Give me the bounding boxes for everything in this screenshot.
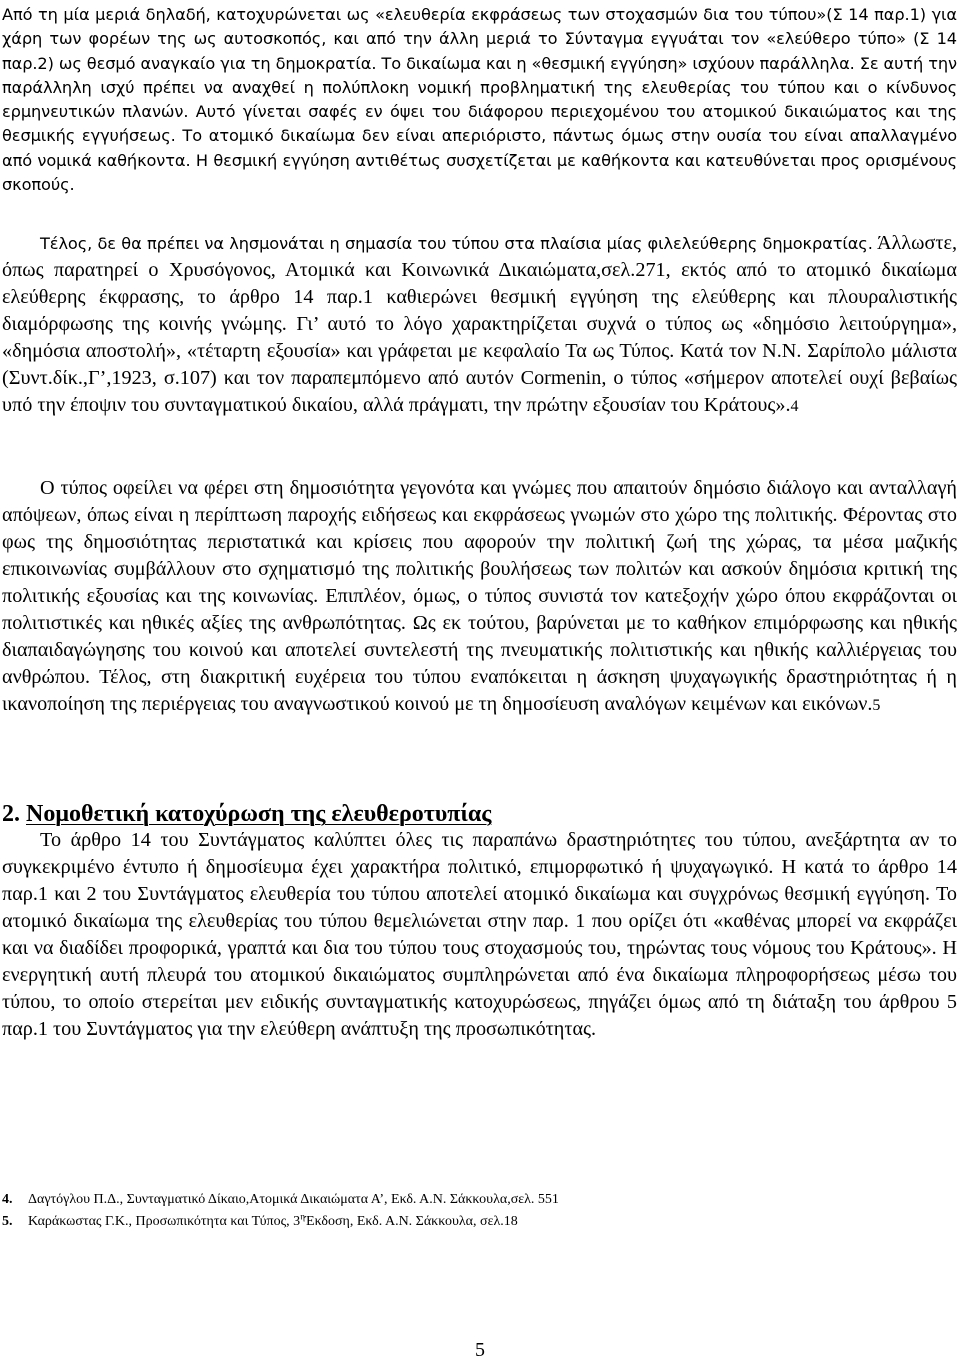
footnote-4 xyxy=(2,1189,957,1211)
footnote-ref-5: 5 xyxy=(872,696,881,714)
section-number: 2. xyxy=(2,801,20,827)
footnotes xyxy=(2,1189,957,1233)
footnote-superscript: η xyxy=(300,1211,305,1222)
section-title: Νομοθετική κατοχύρωση της ελευθεροτυπίας xyxy=(26,801,492,827)
paragraph-4: Το άρθρο 14 του Συντάγματος καλύπτει όλες τις παραπάνω δραστηριότητες του τύπου, ανεξάρτητα αν το συγκεκριμένο έντυπο ή δημοσίευμα έχει χαρακτήρα πολιτικό, επιμορφωτικό ή ψυχαγωγικό. Η κατά το άρθρο 14 παρ.1 και 2 του Συντάγματος ελευθερία του τύπου αποτελεί ατομικό δικαίωμα και συγχρόνως θεσμική εγγύηση. Το ατομικό δικαίωμα της ελευθερίας του τύπου θεμελιώνεται στην παρ. 1 που ορίζει ότι «καθένας μπορεί να εκφράζει και να διαδίδει προφορικά, γραπτά και δια του τύπου τους στοχασμούς του, τηρώντας τους νόμους του Κράτους». Η ενεργητική αυτή πλευρά του ατομικού δικαιώματος συμπληρώνεται από ένα δικαίωμα πληροφορήσεως μέσω του τύπου, το οποίο στερείται μεν ειδικής συνταγματικής κατοχυρώσεως, πηγάζει όμως από τη διάταξη του άρθρου 5 παρ.1 του Συντάγματος για την ελεύθερη ανάπτυξη της προσωπικότητας. xyxy=(2,829,957,1040)
footnote-text-end: Έκδοση, Εκδ. Α.Ν. Σάκκουλα, σελ.18 xyxy=(304,1214,518,1229)
page-number: 5 xyxy=(475,1339,485,1361)
footnote-5 xyxy=(2,1211,957,1233)
footnote-text: Καράκωστας Γ.Κ., Προσωπικότητα και Τύπος, 3 xyxy=(28,1214,301,1229)
paragraph-2-serif-text: Άλλωστε, όπως παρατηρεί ο Χρυσόγονος, Ατομικά και Κοινωνικά Δικαιώματα,σελ.271, εκτός από το ατομικό δικαίωμα ελεύθερης έκφρασης, το άρθρο 14 παρ.1 καθιερώνει θεσμική εγγύηση της ελεύθερης και πλουραλιστικής διαμόρφωσης της κοινής γνώμης. Γι’ αυτό το λόγο χαρακτηρίζεται συχνά ο τύπος ως «δημόσιο λειτούργημα», «δημόσια αποστολή», «τέταρτη εξουσία» και γράφεται με κεφαλαίο Τα ως Τύπος. Κατά τον Ν.Ν. Σαρίπολο μάλιστα (Συντ.δίκ.,Γ’,1923, σ.107) και τον παραπεμπόμενο από αυτόν Cormenin, ο τύπος «σήμερον αποτελεί ουχί βεβαίως υπό την έποψιν του συνταγματικού δικαίου, αλλά πράγματι, την πρώτην εξουσίαν του Κράτους». xyxy=(2,232,957,416)
footnote-ref-4: 4 xyxy=(790,397,799,415)
section-heading xyxy=(2,799,491,829)
paragraph-2 xyxy=(2,230,957,421)
footnote-text: Δαγτόγλου Π.Δ., Συνταγματικό Δίκαιο,Ατομικά Δικαιώματα Α’, Εκδ. Α.Ν. Σάκκουλα,σελ. 551 xyxy=(28,1192,559,1207)
paragraph-3 xyxy=(2,475,957,720)
paragraph-2-sans-text: Τέλος, δε θα πρέπει να λησμονάται η σημασία του τύπου στα πλαίσια μίας φιλελεύθερης δημοκρατίας. xyxy=(40,234,873,253)
footnote-number: 4. xyxy=(2,1192,13,1207)
paragraph-3-text: Ο τύπος οφείλει να φέρει στη δημοσιότητα γεγονότα και γνώμες που απαιτούν δημόσιο διάλογο και ανταλλαγή απόψεων, όπως είναι η περίπτωση παροχής ειδήσεως και εκφράσεως γνωμών στο χώρο της πολιτικής. Φέροντας στο φως της δημοσιότητας περιστατικά και κρίσεις που αφορούν την πολιτική ζωή της χώρας, τα μέσα μαζικής επικοινωνίας συμβάλλουν στο σχηματισμό της πολιτικής βουλήσεως των πολιτών και ασκούν δημόσια κριτική της πολιτικής εξουσίας και της κοινωνίας. Επιπλέον, όμως, ο τύπος συνιστά τον κατεξοχήν χώρο όπου εκφράζονται οι πολιτιστικές και ηθικές αξίες της ανθρωπότητας. Ως εκ τούτου, βαρύνεται με το καθήκον επιμόρφωσης και ηθικής διαπαιδαγώγησης του κοινού και αποτελεί συντελεστή της πνευματικής πολιτιστικής και ηθικής καλλιέργειας του ανθρώπου. Τέλος, στη διακριτική ευχέρεια του τύπου εναπόκειται η άσκηση ψυχαγωγικής δραστηριότητας ή η ικανοποίηση της περιέργειας του αναγνωστικού κοινού με τη δημοσίευση αναλόγων κειμένων και εικόνων. xyxy=(2,477,957,715)
paragraph-1: Από τη μία μεριά δηλαδή, κατοχυρώνεται ως «ελευθερία εκφράσεως των στοχασμών δια του τύπου»(Σ 14 παρ.1) για χάρη των φορέων της ως αυτοσκοπός, και από την άλλη μεριά το Σύνταγμα εγγυάται τον «ελεύθερο τύπο» (Σ 14 παρ.2) ως θεσμό αναγκαίο για τη δημοκρατία. Το δικαίωμα και η «θεσμική εγγύηση» ισχύουν παράλληλα. Σε αυτή την παράλληλη ισχύ πρέπει να αναχθεί η πολύπλοκη νομική προβληματική της ελευθερίας του τύπου και ο κίνδυνος ερμηνευτικών πλανών. Αυτό γίνεται σαφές εν όψει του διάφορου περιεχομένου του ατομικού δικαιώματος και της θεσμικής εγγυήσεως. Το ατομικό δικαίωμα δεν είναι απεριόριστο, πάντως όμως στην ουσία του είναι απαλλαγμένο από νομικά καθήκοντα. Η θεσμική εγγύηση αντιθέτως συσχετίζεται με καθήκοντα και κατευθύνεται προς ορισμένους σκοπούς. xyxy=(2,5,957,195)
footnote-number: 5. xyxy=(2,1214,13,1229)
